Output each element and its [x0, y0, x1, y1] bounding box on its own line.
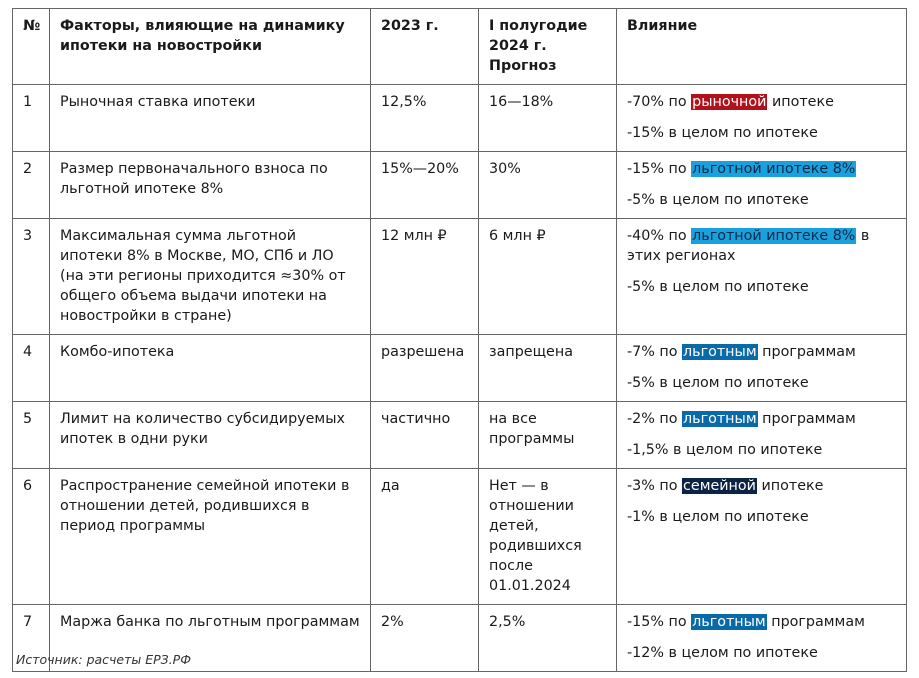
impact-line	[627, 507, 896, 527]
row-number: 5	[13, 402, 50, 469]
header-factors: Факторы, влияющие на динамику ипотеки на новостройки	[50, 9, 371, 85]
impact-line	[627, 123, 896, 143]
impact-text: -15% в целом по ипотеке	[627, 125, 818, 141]
impact-line	[627, 159, 896, 179]
impact-line	[627, 643, 896, 663]
source-note: Источник: расчеты ЕРЗ.РФ	[16, 652, 191, 667]
value-2023-cell: да	[371, 469, 479, 605]
forecast-cell: 16—18%	[479, 85, 617, 152]
factor-cell: Рыночная ставка ипотеки	[50, 85, 371, 152]
impact-text: -5% в целом по ипотеке	[627, 279, 809, 295]
impact-line	[627, 373, 896, 393]
table-body	[13, 85, 907, 672]
program-highlight: льготным	[683, 344, 757, 360]
impact-line	[627, 440, 896, 460]
row-number: 7	[13, 605, 50, 672]
program-highlight: льготной ипотеке 8%	[692, 161, 856, 177]
impact-line	[627, 612, 896, 632]
impact-cell	[617, 605, 907, 672]
factor-cell: Маржа банка по льготным программам	[50, 605, 371, 672]
impact-cell	[617, 402, 907, 469]
impact-text: -1,5% в целом по ипотеке	[627, 442, 823, 458]
impact-text: ипотеке	[767, 94, 834, 110]
impact-text: -2% по	[627, 411, 683, 427]
table-row	[13, 152, 907, 219]
program-highlight: льготным	[683, 411, 757, 427]
value-2023-cell: 15%—20%	[371, 152, 479, 219]
impact-line	[627, 342, 896, 362]
factor-cell: Размер первоначального взноса по льготной ипотеке 8%	[50, 152, 371, 219]
forecast-cell: 6 млн ₽	[479, 219, 617, 335]
impact-line	[627, 190, 896, 210]
impact-text: -7% по	[627, 344, 683, 360]
factor-cell: Лимит на количество субсидируемых ипотек в одни руки	[50, 402, 371, 469]
value-2023-cell: 12,5%	[371, 85, 479, 152]
row-number: 1	[13, 85, 50, 152]
table-row	[13, 219, 907, 335]
impact-text: -1% в целом по ипотеке	[627, 509, 809, 525]
row-number: 4	[13, 335, 50, 402]
forecast-cell: на все программы	[479, 402, 617, 469]
impact-line	[627, 476, 896, 496]
forecast-cell: 30%	[479, 152, 617, 219]
forecast-cell: запрещена	[479, 335, 617, 402]
value-2023-cell: 12 млн ₽	[371, 219, 479, 335]
header-number: №	[13, 9, 50, 85]
impact-line	[627, 277, 896, 297]
impact-cell	[617, 219, 907, 335]
impact-text: программам	[757, 344, 856, 360]
program-highlight: льготной ипотеке 8%	[692, 228, 856, 244]
impact-cell	[617, 469, 907, 605]
value-2023-cell: 2%	[371, 605, 479, 672]
impact-cell	[617, 335, 907, 402]
impact-text: в этих регионах	[627, 228, 870, 264]
table-row	[13, 469, 907, 605]
program-highlight: льготным	[692, 614, 766, 630]
impact-line	[627, 92, 896, 112]
table-row	[13, 85, 907, 152]
value-2023-cell: разрешена	[371, 335, 479, 402]
impact-text: -12% в целом по ипотеке	[627, 645, 818, 661]
table-row	[13, 335, 907, 402]
header-forecast: I полугодие 2024 г. Прогноз	[479, 9, 617, 85]
forecast-cell: Нет — в отношении детей, родившихся после 01.01.2024	[479, 469, 617, 605]
program-highlight: рыночной	[692, 94, 767, 110]
impact-text: -70% по	[627, 94, 692, 110]
table-container	[12, 8, 907, 672]
forecast-cell: 2,5%	[479, 605, 617, 672]
impact-text: -15% по	[627, 161, 692, 177]
impact-text: -5% в целом по ипотеке	[627, 192, 809, 208]
impact-text: -15% по	[627, 614, 692, 630]
table-row	[13, 402, 907, 469]
row-number: 3	[13, 219, 50, 335]
impact-text: -40% по	[627, 228, 692, 244]
impact-cell	[617, 152, 907, 219]
factor-cell: Распространение семейной ипотеки в отношении детей, родившихся в период программы	[50, 469, 371, 605]
program-highlight: семейной	[683, 478, 756, 494]
header-impact: Влияние	[617, 9, 907, 85]
impact-text: -3% по	[627, 478, 683, 494]
impact-line	[627, 409, 896, 429]
mortgage-factors-table	[12, 8, 907, 672]
factor-cell: Комбо-ипотека	[50, 335, 371, 402]
impact-text: программам	[766, 614, 865, 630]
impact-cell	[617, 85, 907, 152]
factor-cell: Максимальная сумма льготной ипотеки 8% в Москве, МО, СПб и ЛО (на эти регионы приходится ≈30% от общего объема выдачи ипотеки на новостройки в стране)	[50, 219, 371, 335]
impact-text: ипотеке	[756, 478, 824, 494]
row-number: 6	[13, 469, 50, 605]
header-2023: 2023 г.	[371, 9, 479, 85]
value-2023-cell: частично	[371, 402, 479, 469]
impact-text: программам	[757, 411, 856, 427]
impact-text: -5% в целом по ипотеке	[627, 375, 809, 391]
table-header-row	[13, 9, 907, 85]
row-number: 2	[13, 152, 50, 219]
impact-line	[627, 226, 896, 266]
